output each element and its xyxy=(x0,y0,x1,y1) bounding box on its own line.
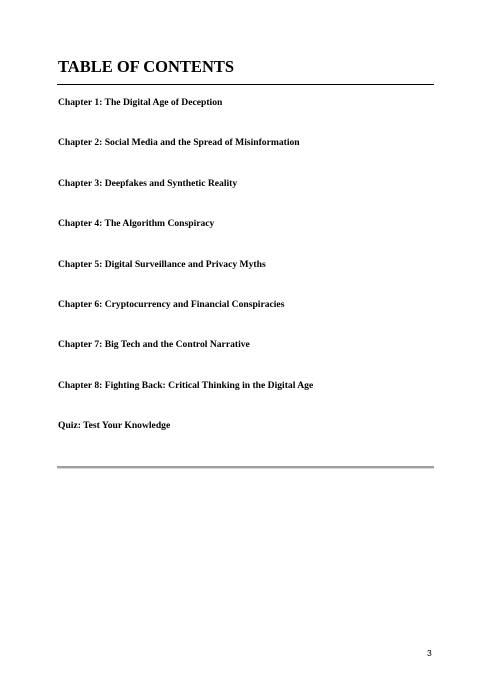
toc-list xyxy=(58,93,434,457)
toc-entry-quiz[interactable]: Quiz: Test Your Knowledge xyxy=(58,420,171,432)
toc-entry-chapter-8[interactable]: Chapter 8: Fighting Back: Critical Thinking in the Digital Age xyxy=(58,379,314,391)
toc-entry-chapter-1[interactable]: Chapter 1: The Digital Age of Deception xyxy=(58,97,223,108)
heading-underline xyxy=(57,84,434,85)
toc-entry-chapter-2[interactable]: Chapter 2: Social Media and the Spread of Misinformation xyxy=(58,137,300,149)
toc-entry-chapter-6[interactable]: Chapter 6: Cryptocurrency and Financial Conspiracies xyxy=(58,298,285,310)
section-divider xyxy=(57,466,434,469)
page-number: 3 xyxy=(427,648,432,658)
toc-entry-chapter-4[interactable]: Chapter 4: The Algorithm Conspiracy xyxy=(58,218,215,230)
toc-entry-chapter-3[interactable]: Chapter 3: Deepfakes and Synthetic Reality xyxy=(58,177,238,189)
toc-entry-chapter-7[interactable]: Chapter 7: Big Tech and the Control Narrative xyxy=(58,339,250,351)
toc-entry-chapter-5[interactable]: Chapter 5: Digital Surveillance and Privacy Myths xyxy=(58,258,266,270)
toc-heading: TABLE OF CONTENTS xyxy=(58,57,235,76)
